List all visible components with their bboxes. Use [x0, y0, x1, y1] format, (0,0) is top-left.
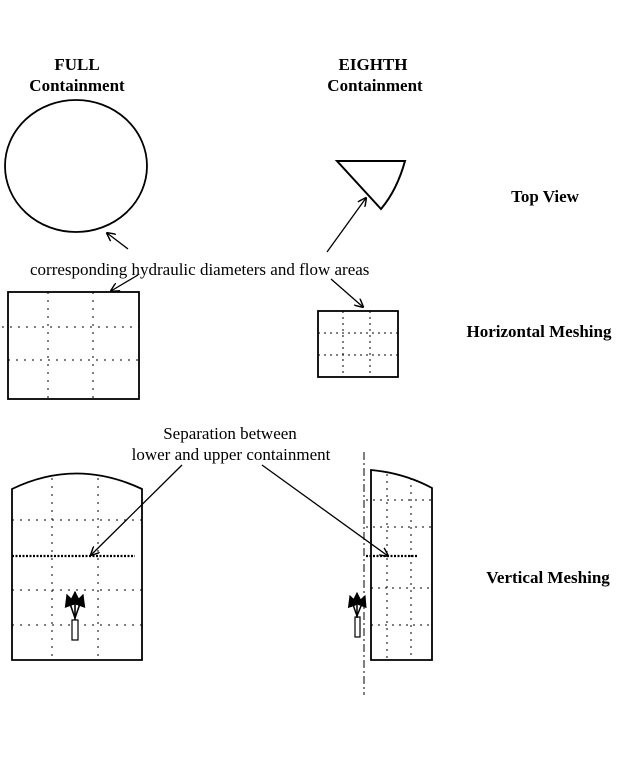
arrow-to-full-circle [107, 233, 128, 249]
full-top-view-circle [5, 100, 147, 232]
arrow-to-full-separation [91, 465, 182, 555]
hydraulic-annotation: corresponding hydraulic diameters and flow areas [30, 260, 370, 279]
row-label-vertical-meshing: Vertical Meshing [486, 568, 610, 587]
eighth-flow-arrows-icon [350, 593, 365, 637]
separation-annotation-line2: lower and upper containment [131, 445, 331, 464]
full-header-line1: FULL [54, 55, 100, 74]
separation-annotation-line1: Separation between [163, 424, 297, 443]
eighth-top-view-wedge [337, 161, 405, 209]
row-label-horizontal-meshing: Horizontal Meshing [466, 322, 612, 341]
eighth-header-line2: Containment [327, 76, 423, 95]
eighth-horizontal-mesh [318, 311, 398, 377]
eighth-vertical-mesh [366, 470, 432, 660]
eighth-header-line1: EIGHTH [338, 55, 408, 74]
full-header-line2: Containment [29, 76, 125, 95]
full-horizontal-mesh [2, 292, 139, 399]
arrow-to-eighth-mesh [331, 279, 363, 307]
arrow-to-eighth-separation [262, 465, 388, 556]
full-flow-arrows-icon [67, 592, 83, 640]
row-label-top-view: Top View [511, 187, 579, 206]
arrow-to-eighth-wedge [327, 198, 366, 252]
